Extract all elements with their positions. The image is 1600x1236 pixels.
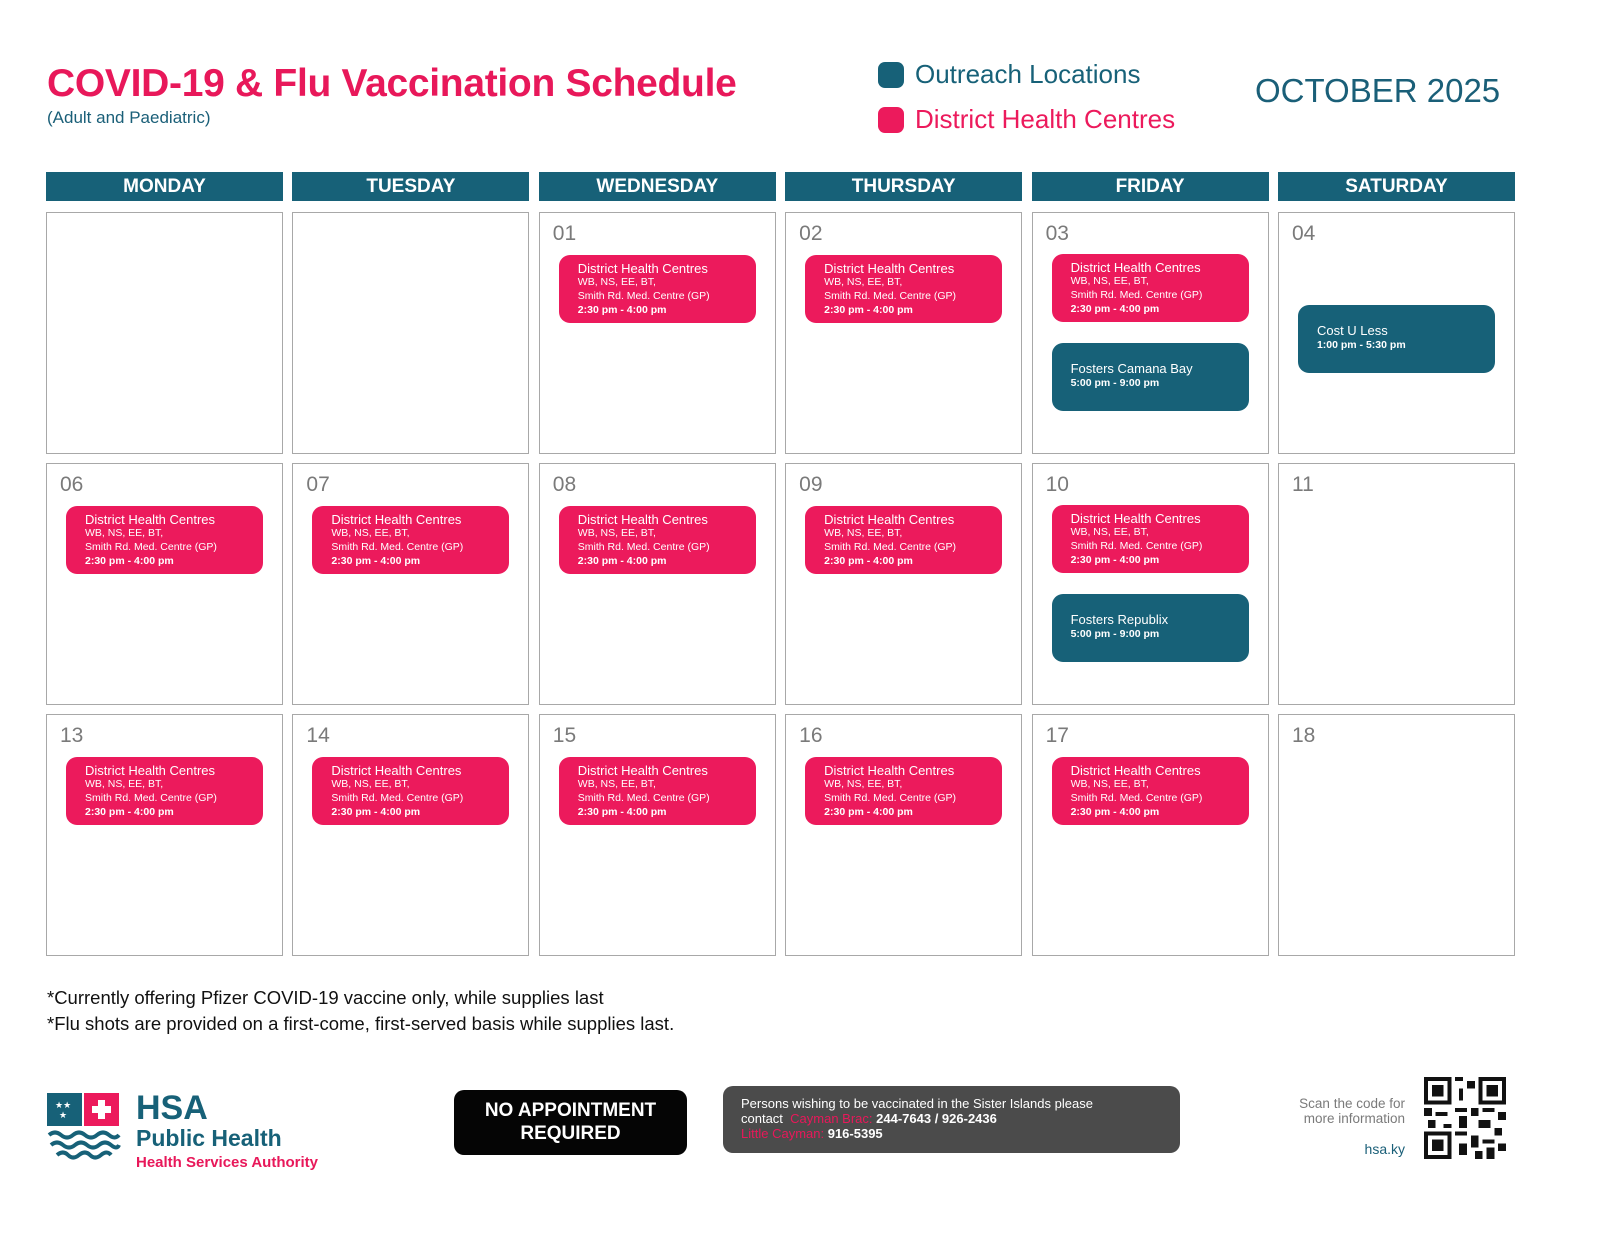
event-time: 2:30 pm - 4:00 pm (824, 304, 913, 316)
calendar-day-cell (785, 463, 1022, 705)
calendar-day-cell (539, 212, 776, 454)
day-number: 01 (552, 222, 577, 245)
logo-public-health-text: Public Health (136, 1125, 282, 1151)
event-time: 2:30 pm - 4:00 pm (824, 806, 913, 818)
event-name: District Health Centres (824, 763, 955, 778)
event-name: District Health Centres (85, 512, 216, 527)
outreach-event (1052, 343, 1249, 411)
day-number: 16 (799, 724, 823, 747)
calendar-day-cell (1278, 212, 1515, 454)
qr-code-icon[interactable] (1424, 1077, 1506, 1159)
event-time: 2:30 pm - 4:00 pm (824, 555, 913, 567)
scan-instructions (1270, 1096, 1405, 1126)
event-sites: WB, NS, EE, BT, (824, 276, 903, 288)
weekday-header: MONDAY (46, 172, 283, 201)
calendar-week (46, 463, 1515, 705)
calendar-day-cell (1278, 463, 1515, 705)
page-title: COVID-19 & Flu Vaccination Schedule (47, 62, 737, 105)
month-label: OCTOBER 2025 (1255, 72, 1501, 109)
event-sites: WB, NS, EE, BT, (824, 778, 903, 790)
event-time: 2:30 pm - 4:00 pm (577, 555, 667, 567)
event-sites: WB, NS, EE, BT, (577, 778, 656, 790)
website-link[interactable]: hsa.ky (1364, 1141, 1405, 1157)
svg-text:★★: ★★ (55, 1100, 72, 1110)
event-time: 5:00 pm - 9:00 pm (1070, 377, 1160, 389)
calendar-day-cell (785, 714, 1022, 956)
district-health-centre-event (1052, 254, 1249, 322)
event-sites: Smith Rd. Med. Centre (GP) (577, 540, 710, 553)
event-name: Cost U Less (1316, 323, 1388, 338)
event-time: 2:30 pm - 4:00 pm (85, 555, 174, 567)
event-sites: Smith Rd. Med. Centre (GP) (824, 289, 957, 302)
event-time: 2:30 pm - 4:00 pm (1070, 806, 1160, 818)
event-time: 2:30 pm - 4:00 pm (85, 806, 174, 818)
event-time: 2:30 pm - 4:00 pm (577, 304, 667, 316)
no-appointment-line: REQUIRED (520, 1123, 621, 1144)
event-name: District Health Centres (1070, 511, 1201, 526)
calendar-day-cell (1032, 714, 1269, 956)
event-name: District Health Centres (577, 261, 708, 276)
event-name: District Health Centres (824, 261, 955, 276)
event-sites: WB, NS, EE, BT, (331, 778, 410, 790)
weekday-header: FRIDAY (1032, 172, 1269, 201)
calendar-day-cell (539, 714, 776, 956)
district-health-centre-event (559, 255, 756, 323)
outreach-event (1298, 305, 1495, 373)
event-time: 2:30 pm - 4:00 pm (1070, 303, 1160, 315)
event-sites: WB, NS, EE, BT, (577, 276, 656, 288)
event-sites: Smith Rd. Med. Centre (GP) (331, 540, 464, 553)
weekday-header: TUESDAY (292, 172, 529, 201)
outreach-event (1052, 594, 1249, 662)
day-number: 14 (306, 724, 330, 747)
event-name: District Health Centres (331, 512, 462, 527)
day-number: 17 (1045, 724, 1069, 747)
district-health-centre-event (312, 757, 509, 825)
calendar-week (46, 714, 1515, 956)
sister-islands-text: Persons wishing to be vaccinated in the Sister Islands please (741, 1096, 1093, 1111)
footnotes (47, 985, 674, 1037)
event-sites: WB, NS, EE, BT, (1070, 275, 1149, 287)
event-sites: Smith Rd. Med. Centre (GP) (85, 540, 217, 553)
calendar-day-cell (292, 714, 529, 956)
event-sites: Smith Rd. Med. Centre (GP) (1070, 288, 1203, 301)
day-number: 02 (799, 222, 823, 245)
footnote: *Currently offering Pfizer COVID-19 vaccine only, while supplies last (47, 987, 604, 1008)
event-sites: WB, NS, EE, BT, (824, 527, 903, 539)
calendar-day-cell (46, 714, 283, 956)
legend-item-outreach (878, 52, 1175, 97)
event-sites: WB, NS, EE, BT, (85, 778, 164, 790)
district-health-centre-event (559, 506, 756, 574)
logo-hsa-text: HSA (136, 1089, 208, 1127)
calendar-day-cell (785, 212, 1022, 454)
event-sites: Smith Rd. Med. Centre (GP) (331, 791, 464, 804)
calendar-grid (46, 172, 1515, 965)
event-time: 2:30 pm - 4:00 pm (331, 806, 421, 818)
page-subtitle: (Adult and Paediatric) (47, 108, 211, 127)
calendar-weeks (46, 212, 1515, 956)
district-health-centre-event (66, 506, 263, 574)
district-health-centre-event (805, 255, 1002, 323)
contact-text: contact (741, 1111, 783, 1126)
day-number: 13 (60, 724, 84, 747)
calendar-day-cell (46, 212, 283, 454)
calendar-week (46, 212, 1515, 454)
day-number: 15 (552, 724, 577, 747)
weekday-headers (46, 172, 1515, 201)
event-sites: WB, NS, EE, BT, (577, 527, 656, 539)
event-time: 5:00 pm - 9:00 pm (1070, 628, 1160, 640)
sister-islands-info (723, 1086, 1180, 1153)
day-number: 18 (1291, 724, 1316, 747)
event-name: District Health Centres (331, 763, 462, 778)
little-cayman-phone: 916-5395 (827, 1126, 883, 1141)
calendar-day-cell (1032, 463, 1269, 705)
event-name: District Health Centres (824, 512, 955, 527)
weekday-header: WEDNESDAY (539, 172, 776, 201)
day-number: 03 (1045, 222, 1069, 245)
day-number: 08 (552, 473, 577, 496)
event-sites: Smith Rd. Med. Centre (GP) (1070, 791, 1203, 804)
event-time: 1:00 pm - 5:30 pm (1316, 339, 1406, 351)
event-sites: Smith Rd. Med. Centre (GP) (824, 540, 957, 553)
calendar-day-cell (1278, 714, 1515, 956)
event-time: 2:30 pm - 4:00 pm (331, 555, 421, 567)
event-sites: Smith Rd. Med. Centre (GP) (85, 791, 217, 804)
no-appointment-badge (454, 1090, 687, 1155)
little-cayman-label: Little Cayman: (741, 1126, 825, 1141)
day-number: 09 (799, 473, 823, 496)
district-health-centre-event (805, 506, 1002, 574)
district-health-centre-event (805, 757, 1002, 825)
day-number: 04 (1291, 222, 1316, 245)
event-sites: WB, NS, EE, BT, (85, 527, 164, 539)
event-sites: Smith Rd. Med. Centre (GP) (577, 791, 710, 804)
legend (878, 52, 1175, 142)
event-sites: Smith Rd. Med. Centre (GP) (1070, 539, 1203, 552)
hsa-logo (47, 1089, 318, 1171)
event-sites: WB, NS, EE, BT, (331, 527, 410, 539)
day-number: 06 (60, 473, 84, 496)
calendar-day-cell (292, 463, 529, 705)
event-sites: WB, NS, EE, BT, (1070, 526, 1149, 538)
legend-label: Outreach Locations (915, 59, 1141, 89)
calendar-day-cell (539, 463, 776, 705)
event-name: District Health Centres (1070, 260, 1201, 275)
event-sites: WB, NS, EE, BT, (1070, 778, 1149, 790)
hsa-shield-icon (47, 1093, 121, 1165)
day-number: 11 (1291, 473, 1314, 496)
event-name: District Health Centres (577, 763, 708, 778)
event-name: District Health Centres (1070, 763, 1201, 778)
event-sites: Smith Rd. Med. Centre (GP) (824, 791, 957, 804)
district-health-centre-event (559, 757, 756, 825)
svg-text:★: ★ (59, 1110, 68, 1120)
calendar-day-cell (292, 212, 529, 454)
district-health-centre-event (1052, 757, 1249, 825)
event-name: District Health Centres (577, 512, 708, 527)
scan-line: Scan the code for (1299, 1096, 1405, 1111)
event-name: Fosters Camana Bay (1070, 361, 1193, 376)
event-name: Fosters Republix (1070, 612, 1169, 627)
scan-line: more information (1303, 1111, 1405, 1126)
day-number: 10 (1045, 473, 1069, 496)
cayman-brac-label: Cayman Brac: (790, 1111, 873, 1126)
district-health-centre-event (66, 757, 263, 825)
outreach-swatch-icon (878, 62, 904, 88)
footnote: *Flu shots are provided on a first-come, first-served basis while supplies last. (47, 1013, 675, 1034)
calendar-day-cell (1032, 212, 1269, 454)
event-time: 2:30 pm - 4:00 pm (577, 806, 667, 818)
weekday-header: SATURDAY (1278, 172, 1515, 201)
no-appointment-line: NO APPOINTMENT (484, 1100, 657, 1121)
event-sites: Smith Rd. Med. Centre (GP) (577, 289, 710, 302)
legend-label: District Health Centres (915, 104, 1176, 134)
district-health-centre-event (312, 506, 509, 574)
calendar-day-cell (46, 463, 283, 705)
event-name: District Health Centres (85, 763, 216, 778)
weekday-header: THURSDAY (785, 172, 1022, 201)
district-health-centre-event (1052, 505, 1249, 573)
dhc-swatch-icon (878, 107, 904, 133)
cayman-brac-phone: 244-7643 / 926-2436 (876, 1111, 997, 1126)
event-time: 2:30 pm - 4:00 pm (1070, 554, 1160, 566)
logo-authority-text: Health Services Authority (136, 1154, 318, 1171)
day-number: 07 (306, 473, 330, 496)
legend-item-dhc (878, 97, 1175, 142)
